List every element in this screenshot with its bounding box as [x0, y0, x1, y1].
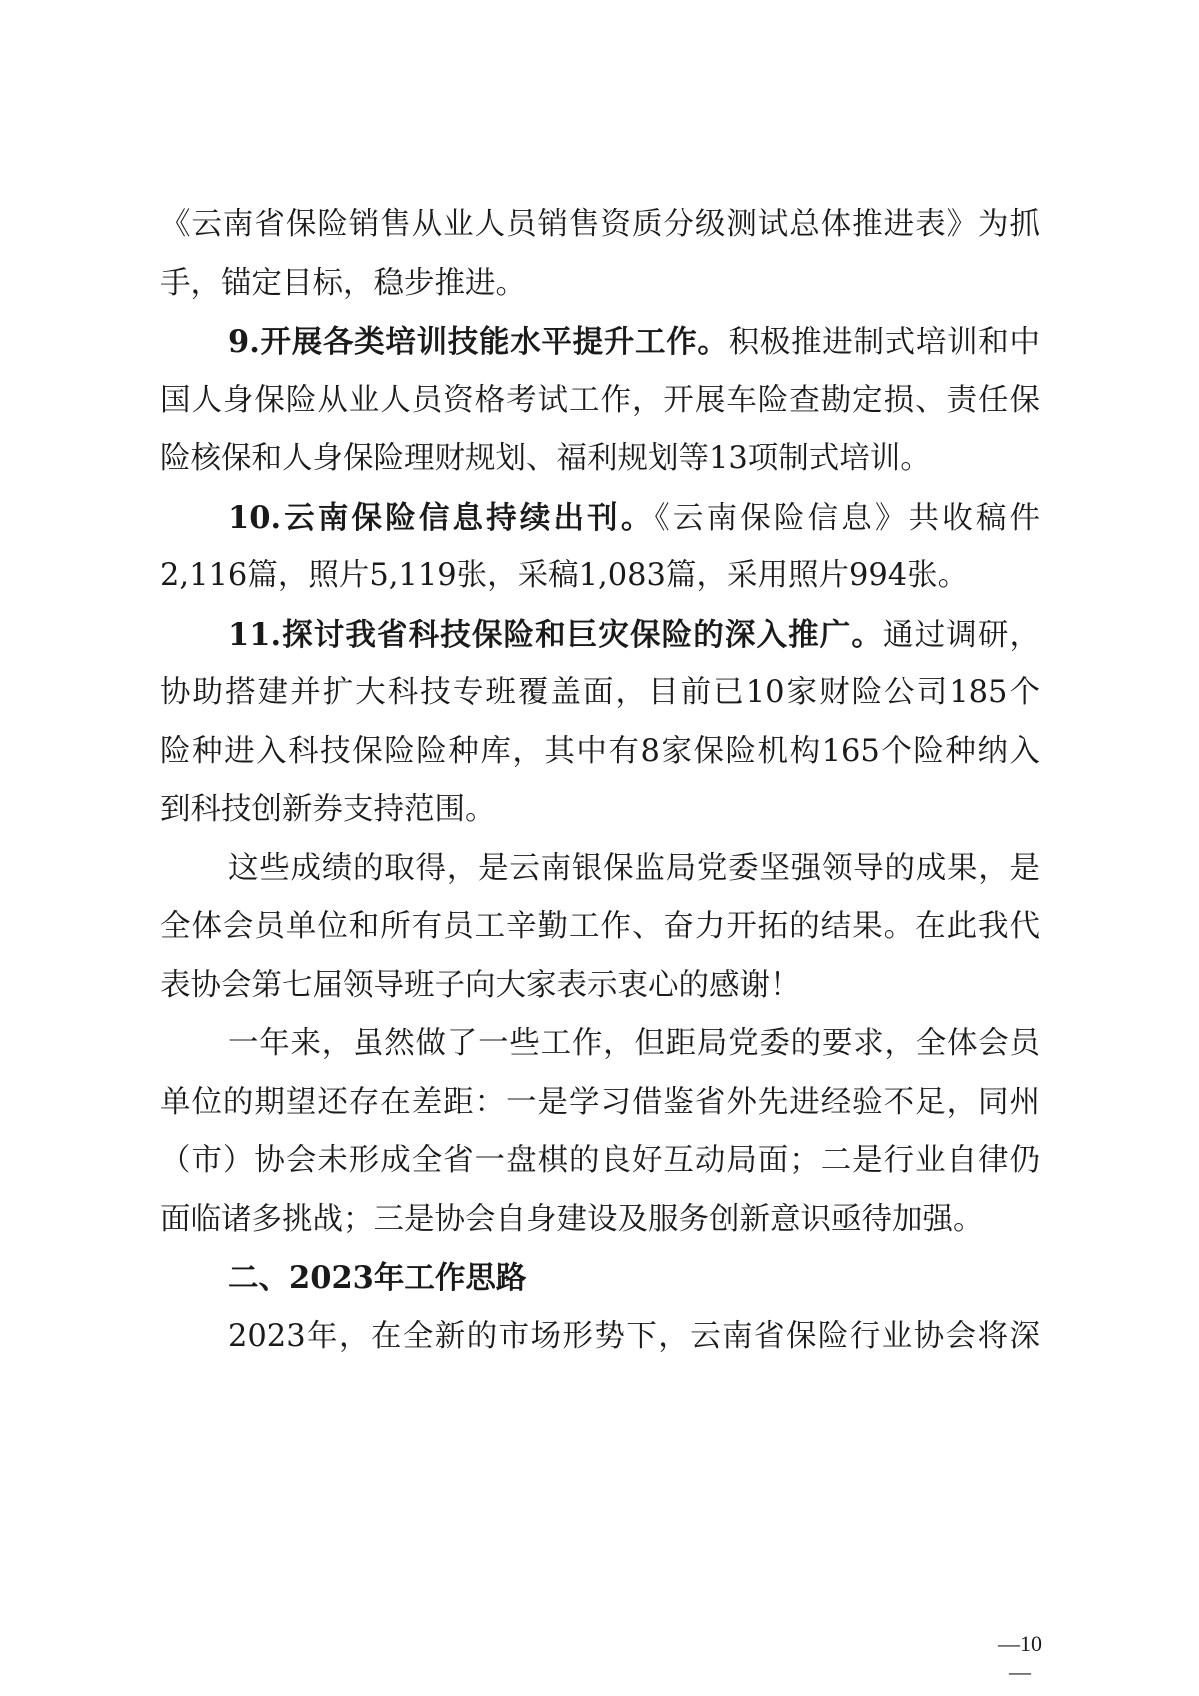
numbered-item-11 [228, 613, 1040, 658]
body-line: 险核保和人身保险理财规划、福利规划等13项制式培训。 [160, 441, 931, 476]
item-heading: 10.云南保险信息持续出刊。 [228, 500, 655, 536]
body-line: 到科技创新券支持范围。 [160, 792, 496, 827]
body-line: 单位的期望还存在差距：一是学习借鉴省外先进经验不足，同州 [160, 1085, 1040, 1120]
body-line: 2,116篇，照片5,119张，采稿1,083篇，采用照片994张。 [160, 558, 969, 593]
section-heading: 二、2023年工作思路 [228, 1260, 527, 1296]
body-line: 全体会员单位和所有员工辛勤工作、奋力开拓的结果。在此我代 [160, 909, 1040, 944]
item-heading: 11.探讨我省科技保险和巨灾保险的深入推广。 [228, 617, 884, 653]
paragraph-line: 这些成绩的取得，是云南银保监局党委坚强领导的成果，是 [228, 851, 1040, 886]
page-number: —10— [998, 1631, 1042, 1684]
item-heading: 9.开展各类培训技能水平提升工作。 [228, 324, 729, 360]
item-text: 《云南保险信息》共收稿件 [654, 501, 1041, 536]
body-line: 协助搭建并扩大科技专班覆盖面，目前已10家财险公司185个 [160, 675, 1040, 710]
numbered-item-9 [228, 320, 1040, 365]
body-line: （市）协会未形成全省一盘棋的良好互动局面；二是行业自律仍 [160, 1143, 1040, 1178]
paragraph-line: 2023年，在全新的市场形势下，云南省保险行业协会将深 [228, 1319, 1040, 1354]
item-text: 通过调研， [883, 618, 1041, 653]
body-line: 险种进入科技保险险种库，其中有8家保险机构165个险种纳入 [160, 734, 1040, 769]
body-line: 表协会第七届领导班子向大家表示衷心的感谢！ [160, 968, 801, 1003]
paragraph-line: 一年来，虽然做了一些工作，但距局党委的要求，全体会员 [228, 1026, 1040, 1061]
body-line: 《云南省保险销售从业人员销售资质分级测试总体推进表》为抓 [160, 207, 1040, 242]
body-line: 手，锚定目标，稳步推进。 [160, 266, 526, 301]
numbered-item-10 [228, 496, 1040, 541]
body-line: 国人身保险从业人员资格考试工作，开展车险查勘定损、责任保 [160, 383, 1040, 418]
item-text: 积极推进制式培训和中 [728, 325, 1040, 360]
body-line: 面临诸多挑战；三是协会自身建设及服务创新意识亟待加强。 [160, 1202, 984, 1237]
